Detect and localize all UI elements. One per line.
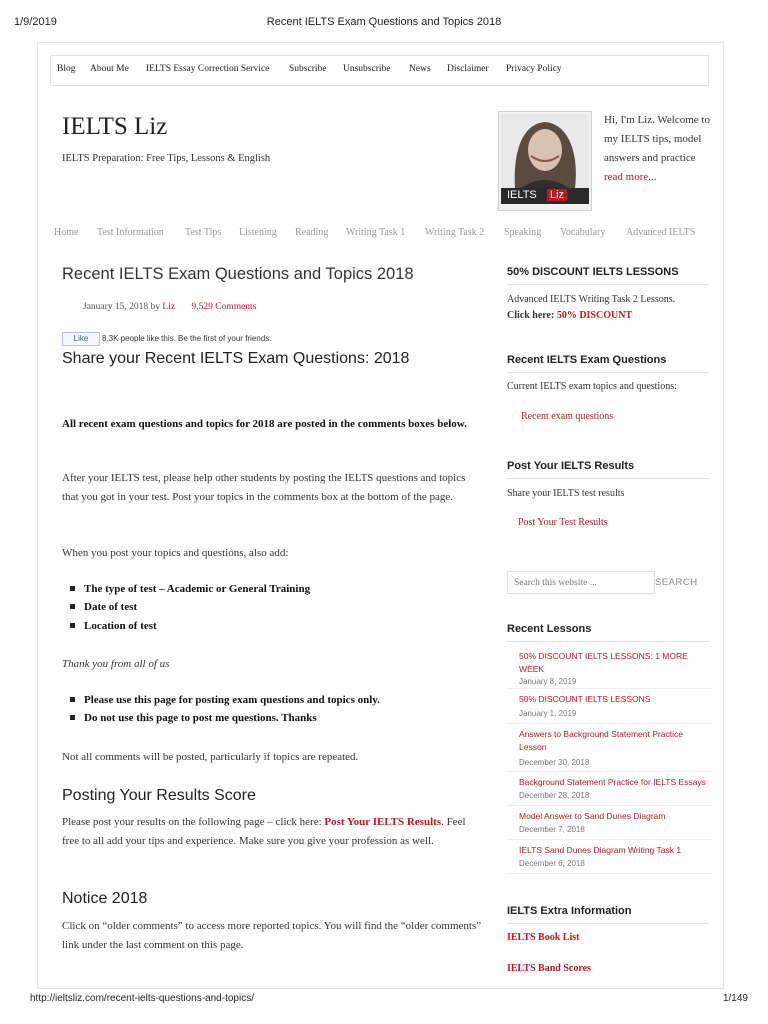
intro-widget xyxy=(604,111,716,187)
lesson-title[interactable]: 50% DISCOUNT IELTS LESSONS xyxy=(519,694,651,704)
posting-results-heading: Posting Your Results Score xyxy=(62,787,256,804)
lesson-title[interactable]: 50% DISCOUNT IELTS LESSONS: 1 MORE WEEK xyxy=(519,651,688,674)
top-nav-essay-correction[interactable]: IELTS Essay Correction Service xyxy=(146,64,270,74)
discount-click: Click here: xyxy=(507,310,555,321)
intro-text: Hi, I'm Liz. Welcome to my IELTS tips, model answers and practice xyxy=(604,114,710,164)
lesson-date: January 8, 2019 xyxy=(519,677,577,686)
article-title: Recent IELTS Exam Questions and Topics 2018 xyxy=(62,265,414,283)
post-results-sidebar-text: Share your IELTS test results xyxy=(507,488,625,499)
post-results-sidebar-heading: Post Your IELTS Results xyxy=(507,460,709,479)
top-nav-news[interactable]: News xyxy=(409,64,431,74)
lesson-title[interactable]: Model Answer to Sand Dunes Diagram xyxy=(519,811,666,821)
list-item: Location of test xyxy=(70,620,157,632)
lesson-item[interactable] xyxy=(507,645,713,689)
post-results-paragraph xyxy=(62,813,482,851)
recent-questions-link[interactable]: Recent exam questions xyxy=(521,411,614,422)
lesson-item[interactable] xyxy=(507,805,713,840)
lesson-item[interactable] xyxy=(507,771,713,806)
nav-vocabulary[interactable]: Vocabulary xyxy=(560,227,606,238)
like-button[interactable]: Like xyxy=(62,332,100,346)
comments-count[interactable]: 9,529 Comments xyxy=(191,302,257,312)
top-nav-blog[interactable]: Blog xyxy=(57,64,76,74)
top-nav xyxy=(50,55,709,86)
badge-text: IELTS xyxy=(507,189,537,201)
lesson-date: December 28, 2018 xyxy=(519,791,590,800)
print-date: 1/9/2019 xyxy=(14,16,57,28)
share-heading: Share your Recent IELTS Exam Questions: 2018 xyxy=(62,350,410,367)
logo-badge xyxy=(501,188,589,204)
site-title[interactable]: IELTS Liz xyxy=(62,113,168,140)
top-nav-privacy-policy[interactable]: Privacy Policy xyxy=(506,64,562,74)
nav-advanced-ielts[interactable]: Advanced IELTS xyxy=(626,227,696,238)
nav-listening[interactable]: Listening xyxy=(239,227,277,238)
search-button[interactable]: SEARCH xyxy=(655,577,698,588)
top-nav-subscribe[interactable]: Subscribe xyxy=(289,64,327,74)
lesson-title[interactable]: IELTS Sand Dunes Diagram Writing Task 1 xyxy=(519,845,682,855)
nav-test-information[interactable]: Test Information xyxy=(97,227,164,238)
thanks-text: Thank you from all of us xyxy=(62,658,170,670)
nav-writing-task-2[interactable]: Writing Task 2 xyxy=(425,227,485,238)
notice-heading: Notice 2018 xyxy=(62,890,148,907)
list-item: Date of test xyxy=(70,601,137,613)
band-scores-link[interactable]: IELTS Band Scores xyxy=(507,963,591,974)
notice-paragraph: Click on “older comments” to access more reported topics. You will find the “older comments” link under the last comment on this page. xyxy=(62,920,482,951)
lesson-date: December 30, 2018 xyxy=(519,758,590,767)
intro-bold-text: All recent exam questions and topics for 2018 are posted in the comments boxes below. xyxy=(62,418,467,430)
lesson-item[interactable] xyxy=(507,839,713,874)
post-results-text-b: . Feel free to all add your tips and experience. Make sure you give your profession as well. xyxy=(62,816,466,847)
lesson-date: December 7, 2018 xyxy=(519,825,585,834)
lesson-item[interactable] xyxy=(507,723,713,772)
nav-reading[interactable]: Reading xyxy=(295,227,329,238)
site-tagline: IELTS Preparation: Free Tips, Lessons & English xyxy=(62,153,271,164)
top-nav-unsubscribe[interactable]: Unsubscribe xyxy=(343,64,391,74)
like-count-text: 8.3K people like this. Be the first of your friends. xyxy=(102,334,272,343)
not-all-paragraph: Not all comments will be posted, particularly if topics are repeated. xyxy=(62,751,359,763)
article-date: January 15, 2018 xyxy=(83,302,149,312)
read-more-link[interactable]: read more... xyxy=(604,171,657,183)
article-author[interactable]: Liz xyxy=(162,302,176,312)
portrait-image xyxy=(501,114,589,188)
nav-writing-task-1[interactable]: Writing Task 1 xyxy=(346,227,406,238)
extra-info-heading: IELTS Extra Information xyxy=(507,905,709,924)
article-by: by xyxy=(150,302,161,312)
lesson-title[interactable]: Background Statement Practice for IELTS Essays xyxy=(519,777,706,787)
list-item: Please use this page for posting exam questions and topics only. xyxy=(70,694,380,706)
author-photo xyxy=(498,111,592,211)
recent-questions-text: Current IELTS exam topics and questions: xyxy=(507,381,677,392)
discount-heading: 50% DISCOUNT IELTS LESSONS xyxy=(507,266,709,285)
discount-link[interactable]: 50% DISCOUNT xyxy=(556,310,633,321)
discount-text: Advanced IELTS Writing Task 2 Lessons. Click here: 50% DISCOUNT xyxy=(507,294,676,321)
list-item: The type of test – Academic or General Training xyxy=(70,583,310,595)
print-url: http://ieltsliz.com/recent-ielts-questions-and-topics/ xyxy=(30,993,254,1004)
post-results-link[interactable]: Post Your IELTS Results xyxy=(324,816,442,828)
when-post-paragraph: When you post your topics and questions, also add: xyxy=(62,547,289,559)
intro-paragraph xyxy=(62,415,482,434)
badge-name: Liz xyxy=(547,189,567,201)
lesson-date: January 1, 2019 xyxy=(519,709,577,718)
nav-test-tips[interactable]: Test Tips xyxy=(185,227,222,238)
book-list-link[interactable]: IELTS Book List xyxy=(507,932,580,943)
top-nav-disclaimer[interactable]: Disclaimer xyxy=(447,64,489,74)
print-footer xyxy=(30,993,754,1009)
nav-speaking[interactable]: Speaking xyxy=(504,227,542,238)
lesson-item[interactable] xyxy=(507,688,713,724)
search-input[interactable] xyxy=(508,574,650,593)
recent-lessons-heading: Recent Lessons xyxy=(507,623,709,642)
top-nav-about-me[interactable]: About Me xyxy=(90,64,129,74)
nav-home[interactable]: Home xyxy=(54,227,79,238)
post-test-results-link[interactable]: Post Your Test Results xyxy=(518,517,608,528)
lesson-title[interactable]: Answers to Background Statement Practice Lesson xyxy=(519,729,683,752)
post-results-text-a: Please post your results on the following page – click here: xyxy=(62,816,322,828)
article-meta xyxy=(83,302,256,312)
search-box xyxy=(507,571,655,594)
print-title: Recent IELTS Exam Questions and Topics 2018 xyxy=(266,16,502,28)
print-header xyxy=(14,16,754,32)
page-frame xyxy=(37,42,724,989)
list-item: Do not use this page to post me questions. Thanks xyxy=(70,712,317,724)
lesson-date: December 6, 2018 xyxy=(519,859,585,868)
recent-questions-heading: Recent IELTS Exam Questions xyxy=(507,354,709,373)
print-page-number: 1/149 xyxy=(722,993,748,1004)
after-test-paragraph: After your IELTS test, please help other students by posting the IELTS questions and topics that you got in your test. Post your topics in the comments box at the bottom of the page. xyxy=(62,472,466,503)
